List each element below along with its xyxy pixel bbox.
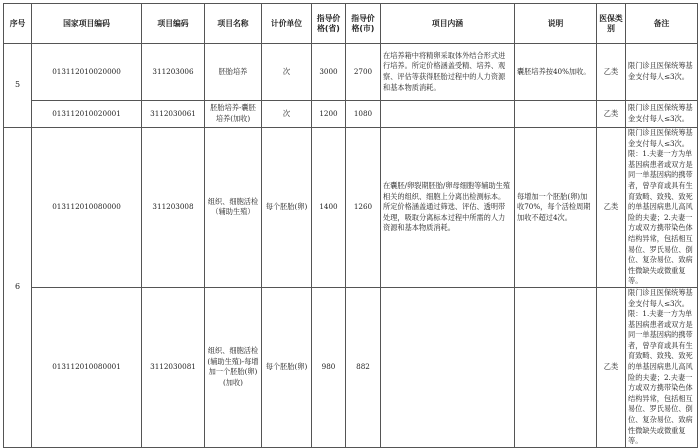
note-cell: [515, 101, 597, 128]
price-prov-cell: 1400: [312, 128, 346, 288]
header-item-code: 项目编码: [142, 4, 205, 44]
remark-cell: 限门诊且医保统筹基金支付每人≤3次。限：1.夫妻一方为单基因病患者或双方是同一单基因病的携带者，曾孕育或具有生育致畸、致残、致死的单基因病患儿高风险的夫妻；2.夫妻一方或双方携带染色体结构异常，包括相互易位、罗氏易位、倒位、复杂易位、致病性微缺失或微重复等。: [626, 128, 698, 288]
price-city-cell: 882: [346, 287, 381, 447]
content-cell: 在培养箱中将精卵采取体外结合形式进行培养。所定价格涵盖受精、培养、观察、评估等获得胚胎过程中的人力资源和基本物质消耗。: [381, 44, 515, 101]
item-code-cell: 3112030081: [142, 287, 205, 447]
header-price-city: 指导价格(市): [346, 4, 381, 44]
header-unit: 计价单位: [262, 4, 312, 44]
unit-cell: 每个胚胎(卵): [262, 128, 312, 288]
item-name-cell: 胚胎培养-囊胚培养(加收): [205, 101, 262, 128]
item-name-cell: 组织、细胞活检（辅助生殖）: [205, 128, 262, 288]
item-code-cell: 3112030061: [142, 101, 205, 128]
header-content: 项目内涵: [381, 4, 515, 44]
header-note: 说明: [515, 4, 597, 44]
content-cell: [381, 287, 515, 447]
note-cell: [515, 287, 597, 447]
price-prov-cell: 980: [312, 287, 346, 447]
item-name-cell: 胚胎培养: [205, 44, 262, 101]
remark-cell: 限门诊且医保统筹基金支付每人≤3次。: [626, 44, 698, 101]
note-cell: 每增加一个胚胎(卵)加收70%，每个活检周期加收不超过4次。: [515, 128, 597, 288]
header-seq: 序号: [4, 4, 32, 44]
table-row: [4, 128, 698, 288]
table-header-row: [4, 4, 698, 44]
insurance-cell: 乙类: [597, 128, 626, 288]
item-code-cell: 311203006: [142, 44, 205, 101]
insurance-cell: 乙类: [597, 287, 626, 447]
table-row: [4, 101, 698, 128]
remark-cell: 限门诊且医保统筹基金支付每人≤3次。: [626, 101, 698, 128]
price-city-cell: 1260: [346, 128, 381, 288]
table-row: [4, 287, 698, 447]
price-prov-cell: 3000: [312, 44, 346, 101]
remark-cell: 限门诊且医保统筹基金支付每人≤3次。限：1.夫妻一方为单基因病患者或双方是同一单基因病的携带者，曾孕育或具有生育致畸、致残、致死的单基因病患儿高风险的夫妻；2.夫妻一方或双方携带染色体结构异常，包括相互易位、罗氏易位、倒位、复杂易位、致病性微缺失或微重复等。: [626, 287, 698, 447]
item-name-cell: 组织、细胞活检(辅助生殖)-每增加一个胚胎(卵)(加收): [205, 287, 262, 447]
national-code-cell: 013112010020001: [32, 101, 142, 128]
header-price-prov: 指导价格(省): [312, 4, 346, 44]
insurance-cell: 乙类: [597, 44, 626, 101]
content-cell: 在囊胚/卵裂期胚胎/卵母细胞等辅助生殖相关的组织、细胞上分离出检测标本。所定价格涵盖通过筛选、评估、透明带处理，吸取分离标本过程中所需的人力资源和基本物质消耗。: [381, 128, 515, 288]
price-prov-cell: 1200: [312, 101, 346, 128]
price-table: [3, 3, 698, 448]
item-code-cell: 311203008: [142, 128, 205, 288]
price-city-cell: 1080: [346, 101, 381, 128]
seq-cell: 6: [4, 128, 32, 448]
unit-cell: 次: [262, 44, 312, 101]
seq-cell: 5: [4, 44, 32, 128]
header-insurance: 医保类别: [597, 4, 626, 44]
note-cell: 囊胚培养按40%加收。: [515, 44, 597, 101]
national-code-cell: 013112010080000: [32, 128, 142, 288]
content-cell: [381, 101, 515, 128]
national-code-cell: 013112010020000: [32, 44, 142, 101]
unit-cell: 次: [262, 101, 312, 128]
table-row: [4, 44, 698, 101]
header-national-code: 国家项目编码: [32, 4, 142, 44]
national-code-cell: 013112010080001: [32, 287, 142, 447]
unit-cell: 每个胚胎(卵): [262, 287, 312, 447]
insurance-cell: 乙类: [597, 101, 626, 128]
header-item-name: 项目名称: [205, 4, 262, 44]
price-city-cell: 2700: [346, 44, 381, 101]
header-remark: 备注: [626, 4, 698, 44]
